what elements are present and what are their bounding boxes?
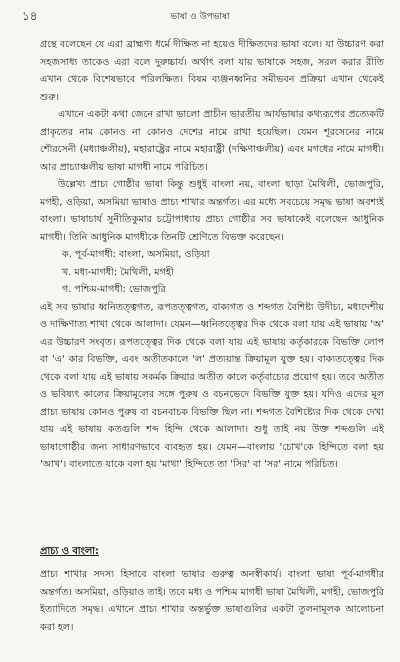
paragraph-3: উল্লেখ্য প্রাচ্য গোষ্ঠীর ভাষা কিন্তু শুধুই বাংলা নয়, বাংলা ছাড়া মৈথিলী, ভোজপুরি, মগহী, ওড়িয়া, অসমিয়া ভাষাও প্রাচ্য শাখার অন্তর্গত। এর মধ্যে সবচেয়ে সমৃদ্ধ ভাষা অবশ্যই বাংলা। ভাষাচার্য সুনীতিকুমার চট্টোপাধ্যায় প্রাচ্য গোষ্ঠীর সব ভাষাকেই বলেছেন আধুনিক মাগধী। তিনি আধুনিক মাগধীকে তিনটি শ্রেণিতে বিভক্ত করেছেন। [40,179,384,243]
paragraph-1: গ্রন্থে বলেছেন যে এরা ব্রাহ্মণ্য ধর্মে দীক্ষিত না হয়েও দীক্ষিতদের ভাষা বলে। যা উচ্চারণ করা সহজসাধ্য তাকেও এরা বলে দুরুচ্চার্য। অর্থাৎ বলা যায় ভাষাকে সহজ, সরল করার রীতি এখান থেকে বিশেষভাবে পরিলক্ষিত। বিষম ব্যঞ্জনধ্বনির সমীভবন প্রক্রিয়া এখান থেকেই শুরু। [40,39,384,103]
section-text [40,566,384,636]
list-item: ক. পূর্ব-মাগধী: বাংলা, অসমিয়া, ওড়িয়া [62,249,210,260]
classification-list [40,246,384,299]
paragraph-4: এই সব ভাষার ধ্বনিতত্ত্বগত, রূপতত্ত্বগত, বাক্যগত ও শব্দগত বৈশিষ্ট্য উদীচ্য, মধ্যদেশীয় ও দাক্ষিণাত্য শাখা থেকে আলাদা। যেমন—ধ্বনিতত্ত্বের দিক থেকে বলা যায় এই ভাষায় 'অ' এর উচ্চারণ সংবৃত। রূপতত্ত্বের দিক থেকে বলা যায় এই ভাষায় কর্তৃকারকে বিভক্তি লোপ বা 'এ' কার বিভক্তি, এবং অতীতকালে 'ল' প্রত্যয়ান্ত ক্রিয়ামূল যুক্ত হয়। বাক্যতত্ত্বের দিক থেকে বলা যায় এই ভাষায় সকর্মক ক্রিয়ার অতীত কালে কর্তৃবাচ্যের প্রয়োগ হয়। তবে অতীত ও ভবিষ্যৎ কালের ক্রিয়ামূলের সঙ্গে পুরুষ ও বচনভেদে বিভক্তি যুক্ত হয়। যদিও এদের মূল প্রাচ্য ভাষায় কোনও পুরুষ বা বচনবাচক বিভক্তি ছিল না। শব্দগত বৈশিষ্ট্যের দিক থেকে দেখা যায় এই ভাষায় কতগুলি শব্দ হিন্দি থেকে আলাদা। শুধু তাই নয় উক্ত শব্দগুলি এই ভাষাগোষ্ঠীর জন্য সাধারণভাবে ব্যবহৃত হয়। যেমন—বাংলায় 'চোখ'কে হিন্দিতে বলা হয় 'আখ'। বাংলাতে যাকে বলা হয় 'মাথা' হিন্দিতে তা 'সির' বা 'সর' নামে পরিচিত। [40,301,384,470]
list-item: খ. মধ্য-মাগধী: মৈথিলী, মগহী [62,266,174,278]
section-paragraph: প্রাচ্য শাখার সদস্য হিসাবে বাংলা ভাষার গুরুত্ব অনস্বীকার্য। বাংলা ভাষা পূর্ব-মাগধীর অন্তর্গত। অসমিয়া, ওড়িয়াও তাই। তবে মধ্য ও পশ্চিম মাগধী ভাষা মৈথিলী, মগহী, ভোজপুরি ইত্যাদিতে সমৃদ্ধ। এখানে প্রাচ্য শাখার অন্তর্ভুক্ত ভাষাগুলির একটা তুলনামূলক আলোচনা করা হল। [40,569,384,633]
section-heading: প্রাচ্য ও বাংলা: [40,546,99,557]
paragraph-2: এখানে একটা কথা জেনে রাখা ভালো প্রাচীন ভারতীয় আর্যভাষার কথ্যরূপের প্রত্যেকটি প্রাকৃতের নাম কোনও না কোনও দেশের নামে রাখা হয়েছিল। যেমন শূরসেনের নামে শৌরসেনী (মধ্যাঞ্চলীয়), মহারাষ্ট্রের নামে মহারাষ্ট্রী (দক্ষিণাঞ্চলীয়) এবং মগধের নামে মাগধী। আর প্রাচ্যাঞ্চলীয় ভাষা মাগধী নামে পরিচিত। [40,109,384,173]
list-item: গ. পশ্চিম-মাগধী: ভোজপুরি [62,284,166,295]
main-text [40,36,384,474]
page-number: ১৪ [22,9,38,23]
running-header: ভাষা ও উপভাষা [170,12,230,22]
